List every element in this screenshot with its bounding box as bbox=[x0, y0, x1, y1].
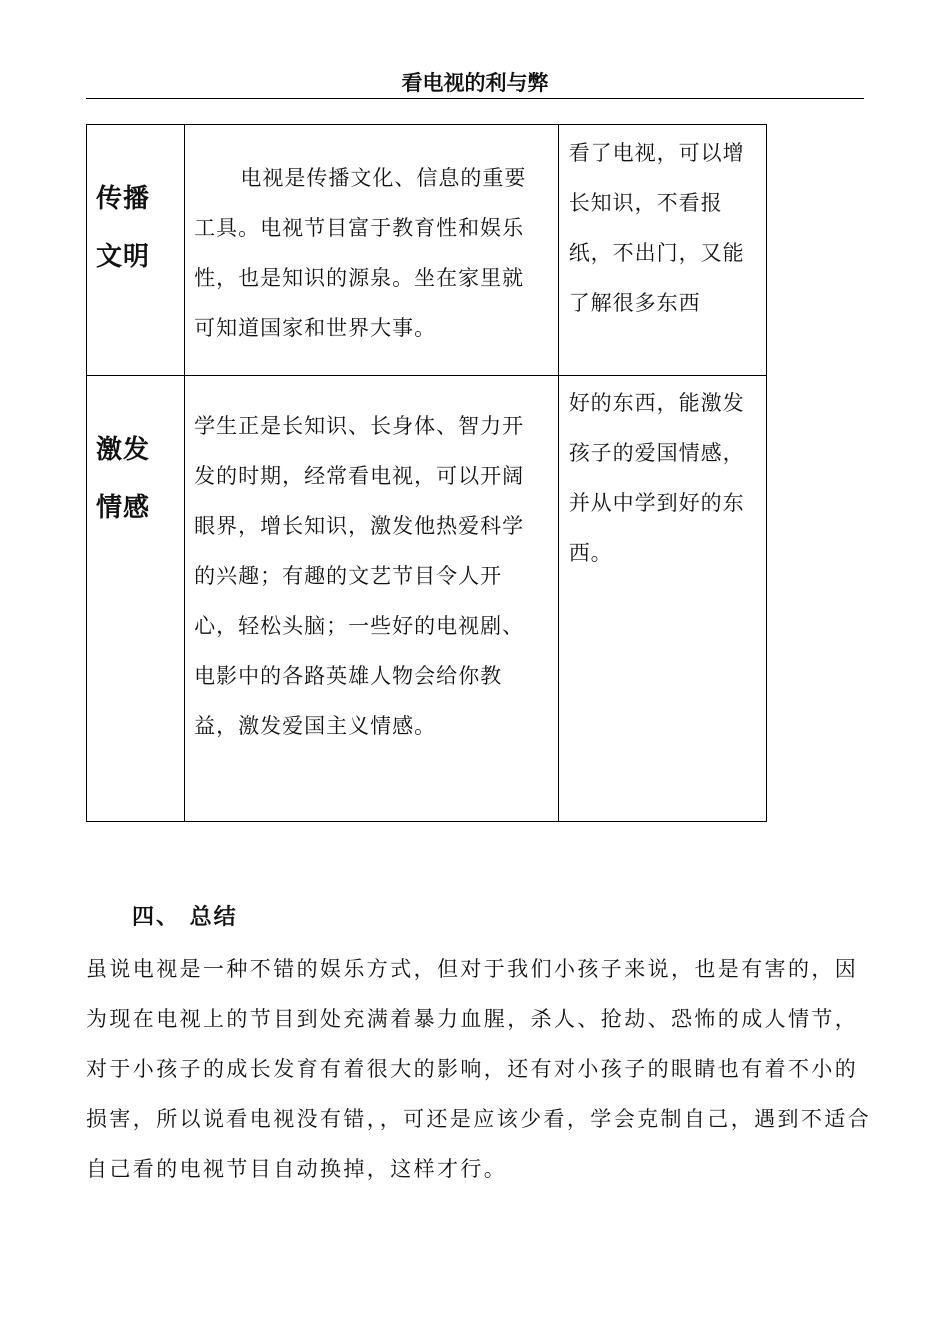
section-heading: 四、 总结 bbox=[132, 905, 238, 930]
page-title: 看电视的利与弊 bbox=[401, 71, 549, 95]
body-cell bbox=[185, 376, 559, 822]
opinion-cell bbox=[558, 125, 766, 376]
pros-cons-table bbox=[86, 124, 767, 822]
topic-label-line: 传播 bbox=[96, 184, 151, 214]
topic-label-line: 文明 bbox=[96, 242, 151, 272]
topic-cell bbox=[87, 376, 185, 822]
topic-cell bbox=[87, 125, 185, 376]
page-header bbox=[86, 66, 864, 99]
table-row bbox=[87, 376, 767, 822]
summary-paragraph: 虽说电视是一种不错的娱乐方式，但对于我们小孩子来说，也是有害的，因为现在电视上的节目到处充满着暴力血腥，杀人、抢劫、恐怖的成人情节，对于小孩子的成长发育有着很大的影响，还有对小孩子的眼睛也有着不小的损害，所以说看电视没有错，，可还是应该少看，学会克制自己，遇到不适合自己看的电视节目自动换掉，这样才行。 bbox=[86, 957, 872, 1181]
topic-label-line: 激发 bbox=[96, 435, 151, 465]
opinion-cell bbox=[558, 376, 766, 822]
opinion-text: 看了电视，可以增长知识，不看报纸，不出门，又能了解很多东西 bbox=[568, 141, 745, 315]
body-text: 电视是传播文化、信息的重要工具。电视节目富于教育性和娱乐性，也是知识的源泉。坐在家里就可知道国家和世界大事。 bbox=[194, 166, 527, 340]
body-text: 学生正是长知识、长身体、智力开发的时期，经常看电视，可以开阔眼界，增长知识，激发他热爱科学的兴趣；有趣的文艺节目令人开心，轻松头脑；一些好的电视剧、电影中的各路英雄人物会给你教益，激发爱国主义情感。 bbox=[194, 414, 525, 738]
table-row bbox=[87, 125, 767, 376]
body-cell bbox=[185, 125, 559, 376]
opinion-text: 好的东西，能激发孩子的爱国情感，并从中学到好的东西。 bbox=[568, 391, 745, 565]
topic-label-line: 情感 bbox=[96, 493, 151, 523]
